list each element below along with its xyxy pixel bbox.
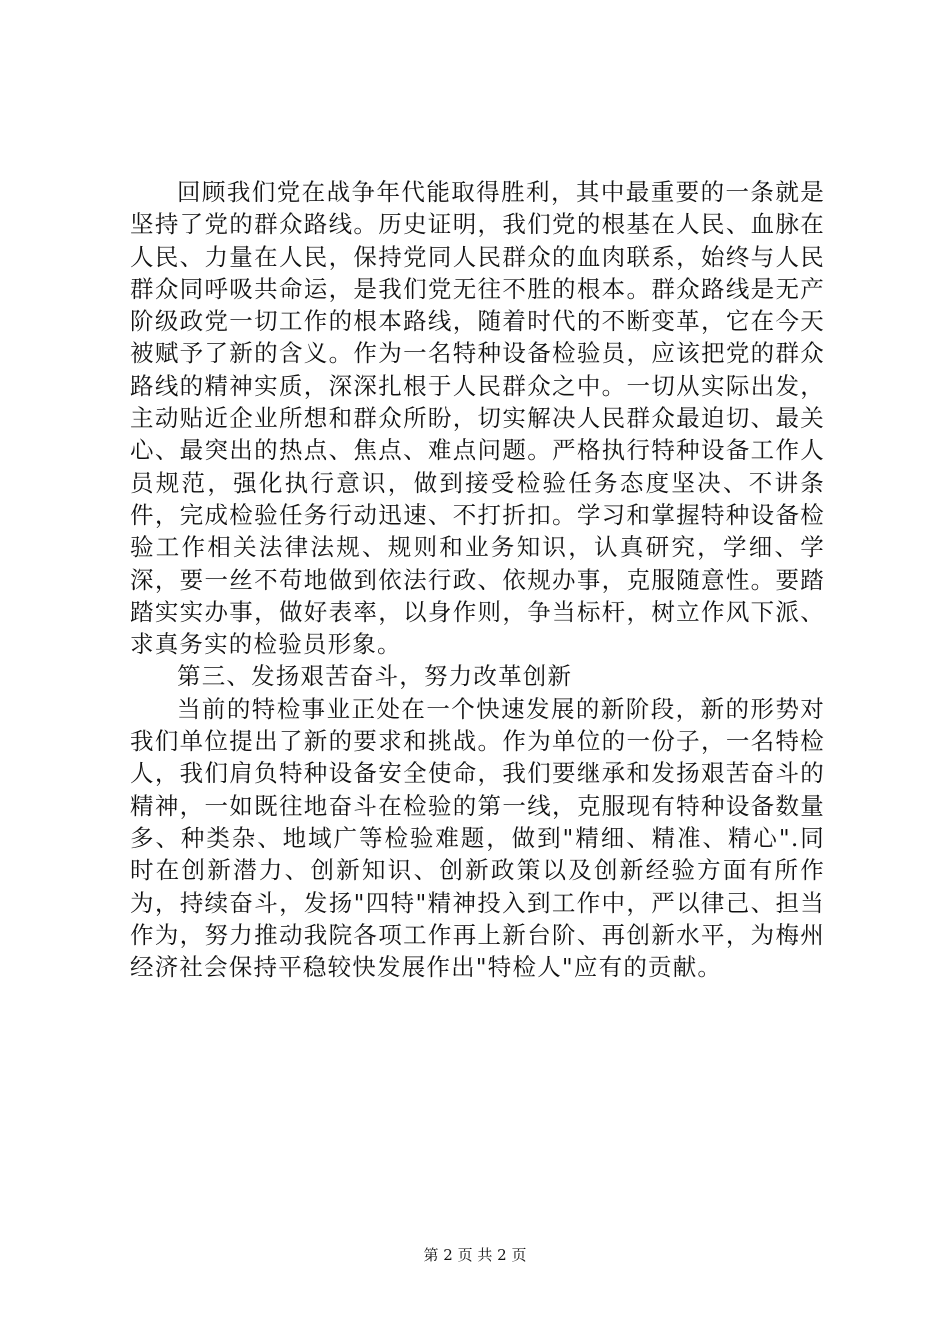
section-heading-third: 第三、发扬艰苦奋斗，努力改革创新 (177, 662, 573, 691)
page-number-footer: 第 2 页 共 2 页 (423, 1246, 527, 1264)
paragraph-mass-line: 回顾我们党在战争年代能取得胜利，其中最重要的一条就是坚持了党的群众路线。历史证明，我们党的根基在人民、血脉在人民、力量在人民，保持党同人民群众的血肉联系，始终与人民群众同呼吸共命运，是我们党无往不胜的根本。群众路线是无产阶级政党一切工作的根本路线，随着时代的不断变革，它在今天被赋予了新的含义。作为一名特种设备检验员，应该把党的群众路线的精神实质，深深扎根于人民群众之中。一切从实际出发，主动贴近企业所想和群众所盼，切实解决人民群众最迫切、最关心、最突出的热点、焦点、难点问题。严格执行特种设备工作人员规范，强化执行意识，做到接受检验任务态度坚决、不讲条件，完成检验任务行动迅速、不打折扣。学习和掌握特种设备检验工作相关法律法规、规则和业务知识，认真研究，学细、学深，要一丝不苟地做到依法行政、依规办事，克服随意性。要踏踏实实办事，做好表率，以身作则，争当标杆，树立作风下派、求真务实的检验员形象。 (130, 178, 825, 659)
document-body (130, 176, 825, 983)
paragraph-hard-work-innovation: 当前的特检事业正处在一个快速发展的新阶段，新的形势对我们单位提出了新的要求和挑战。作为单位的一份子，一名特检人，我们肩负特种设备安全使命，我们要继承和发扬艰苦奋斗的精神，一如既往地奋斗在检验的第一线，克服现有特种设备数量多、种类杂、地域广等检验难题，做到"精细、精准、精心".同时在创新潜力、创新知识、创新政策以及创新经验方面有所作为，持续奋斗，发扬"四特"精神投入到工作中，严以律己、担当作为，努力推动我院各项工作再上新台阶、再创新水平，为梅州经济社会保持平稳较快发展作出"特检人"应有的贡献。 (130, 694, 825, 982)
